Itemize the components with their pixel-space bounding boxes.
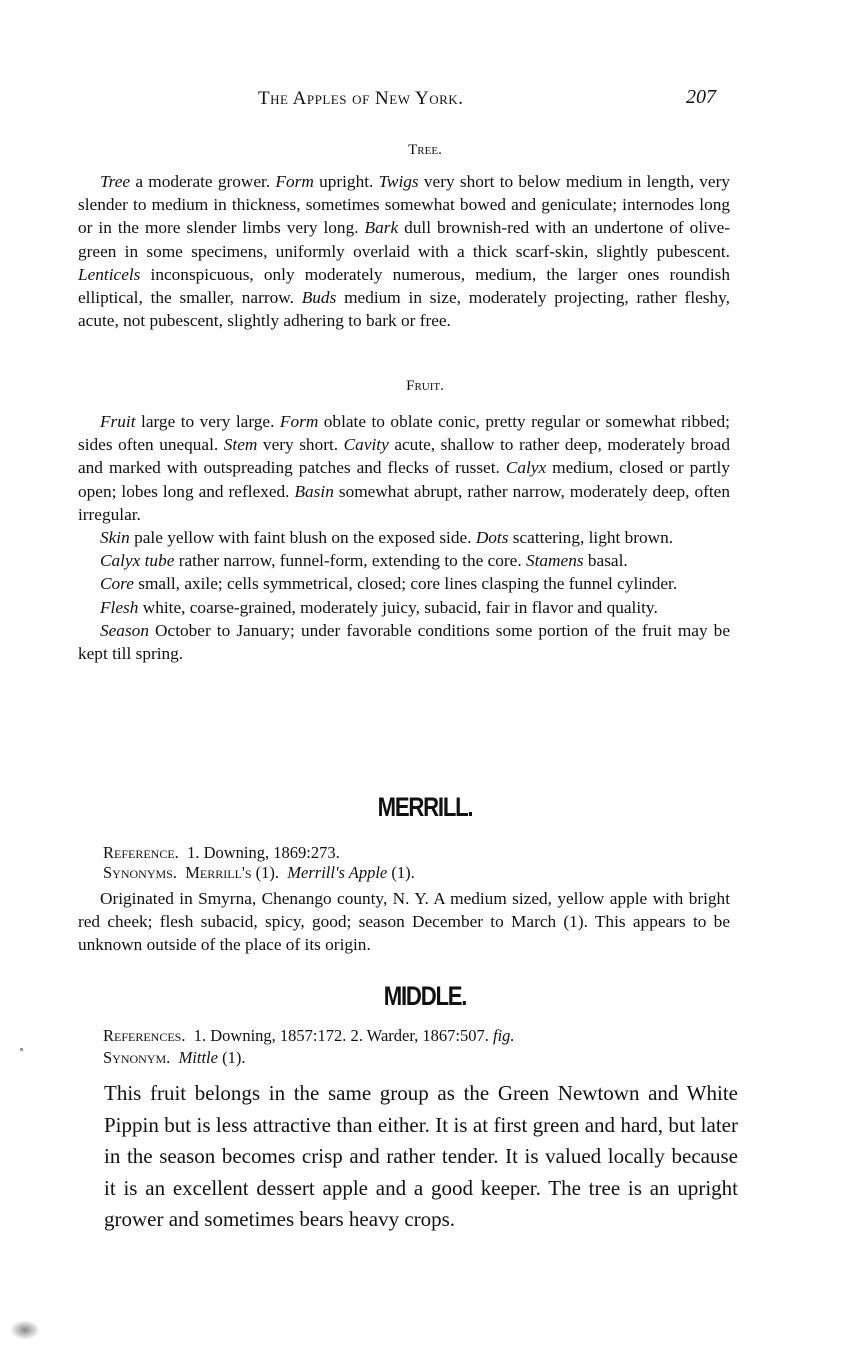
references-label: References. xyxy=(103,1026,186,1045)
term: Tree xyxy=(100,172,131,191)
term: Form xyxy=(275,172,314,191)
term: Skin xyxy=(100,528,130,548)
synonym: Merrill's (1). xyxy=(185,863,280,882)
scan-smudge xyxy=(10,1320,40,1340)
paragraph: Originated in Smyrna, Chenango county, N. Y. A medium sized, yellow apple with bright red cheek; flesh subacid, spicy, good; season December to March (1). This appears to be unknown outside of the place of its origin. xyxy=(78,889,730,955)
variety-title-merrill: MERRILL. xyxy=(377,792,473,822)
text: pale yellow with faint blush on the exposed side. xyxy=(129,528,476,548)
term: Dots xyxy=(475,528,509,548)
term: Fruit xyxy=(100,412,136,431)
text: rather narrow, funnel-form, extending to the core. xyxy=(174,551,526,571)
term: Twigs xyxy=(378,172,419,191)
scan-speck xyxy=(20,1048,23,1051)
term: Calyx xyxy=(505,458,547,478)
text: scattering, light brown. xyxy=(508,528,674,548)
variety-title-middle: MIDDLE. xyxy=(383,981,467,1011)
text: October to January; under favorable conditions some portion of the fruit may be kept till spring. xyxy=(78,620,730,664)
text: somewhat abrupt, rather narrow, moderately deep, often irregular. xyxy=(78,481,730,524)
merrill-description xyxy=(78,887,730,957)
fruit-description xyxy=(78,410,730,665)
text: dull brownish-red with an undertone of olive-green in some specimens, uniformly overlaid with a thick scarf-skin, slightly pubescent. xyxy=(78,218,730,261)
merrill-reference xyxy=(103,843,340,863)
term: Stamens xyxy=(525,551,584,571)
synonyms-label: Synonyms. xyxy=(103,863,177,882)
merrill-synonyms xyxy=(103,863,415,883)
middle-synonym xyxy=(103,1048,245,1068)
text: medium in size, moderately projecting, rather fleshy, acute, not pubescent, slightly adhering to bark or free. xyxy=(78,288,730,331)
term: Flesh xyxy=(100,597,139,617)
text: upright. xyxy=(313,172,379,191)
middle-description: This fruit belongs in the same group as the Green Newtown and White Pippin but is less attractive than either. It is at first green and hard, but later in the season becomes crisp and rather tender. It is valued locally because it is an excellent dessert apple and a good keeper. The tree is an upright grower and sometimes bears heavy crops. xyxy=(104,1081,738,1231)
synonym-italic: Merrill's Apple xyxy=(287,863,388,882)
page-number: 207 xyxy=(686,86,716,108)
reference-label: Reference. xyxy=(103,843,179,862)
text: small, axile; cells symmetrical, closed; core lines clasping the funnel cylinder. xyxy=(133,574,678,594)
text: large to very large. xyxy=(135,412,280,431)
middle-references xyxy=(103,1026,515,1046)
reference-text: 1. Downing, 1869:273. xyxy=(187,843,340,862)
text: oblate to oblate conic, pretty regular or somewhat ribbed; sides often unequal. xyxy=(78,412,730,455)
term: Buds xyxy=(301,288,337,308)
references-text: 1. Downing, 1857:172. 2. Warder, 1867:507. xyxy=(193,1026,489,1045)
text: very short to below medium in length, very slender to medium in thickness, sometimes somewhat bowed and geniculate; internodes long or in the more slender limbs very long. xyxy=(78,172,730,238)
term: Form xyxy=(279,412,319,431)
running-head: The Apples of New York. xyxy=(258,88,464,109)
section-heading-tree: Tree. xyxy=(408,142,442,158)
text: white, coarse-grained, moderately juicy, subacid, fair in flavor and quality. xyxy=(138,597,658,617)
synonym-tail: (1). xyxy=(217,1048,246,1067)
synonym-italic: Mittle xyxy=(178,1048,218,1067)
synonym-label: Synonym. xyxy=(103,1048,171,1067)
text: a moderate grower. xyxy=(130,172,276,191)
tree-description xyxy=(78,170,730,332)
text: very short. xyxy=(257,435,344,455)
section-heading-fruit: Fruit. xyxy=(406,378,444,394)
term: Stem xyxy=(223,435,258,455)
text: medium, closed or partly open; lobes long and reflexed. xyxy=(78,458,730,501)
term: Core xyxy=(100,574,134,594)
term: Season xyxy=(100,620,149,640)
term: Calyx tube xyxy=(100,551,175,571)
text: inconspicuous, only moderately numerous, medium, the larger ones roundish elliptical, the smaller, narrow. xyxy=(78,264,730,308)
fig: fig. xyxy=(493,1026,515,1045)
term: Bark xyxy=(364,218,399,238)
term: Basin xyxy=(294,481,334,501)
text: acute, shallow to rather deep, moderately broad and marked with outspreading patches and flecks of russet. xyxy=(78,435,730,478)
term: Cavity xyxy=(343,435,389,455)
synonym-tail: (1). xyxy=(387,863,415,882)
text: basal. xyxy=(583,551,628,571)
term: Lenticels xyxy=(78,264,141,284)
